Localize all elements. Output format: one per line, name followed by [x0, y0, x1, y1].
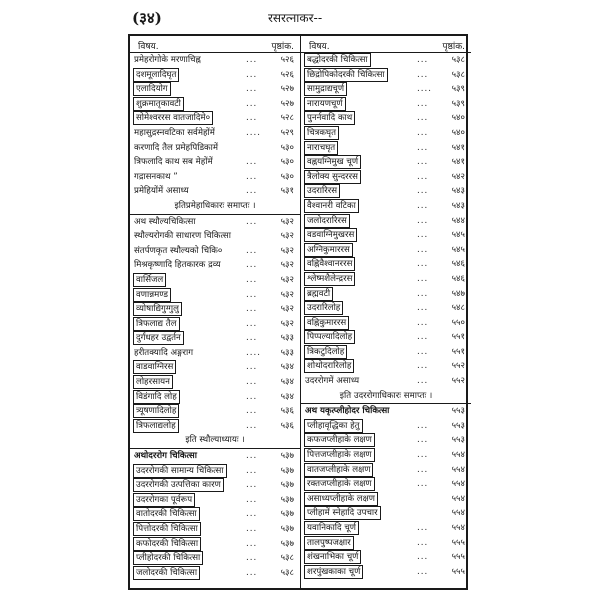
entry-title: नाराचघृत: [307, 142, 336, 153]
entry-title: जलोदरारिरस: [307, 215, 347, 226]
leader-dots: ...: [417, 113, 429, 124]
entry-title: तालपुष्पजक्षार: [307, 537, 351, 548]
index-entry: [301, 287, 471, 302]
leader-dots: ....: [417, 84, 432, 95]
entry-page-number: ५२७: [280, 98, 294, 109]
entry-title: यवानिकादि चूर्ण: [307, 523, 357, 533]
entry-title: प्लीहोदरकी चिकित्सा: [136, 553, 201, 564]
entry-page-number: ५३२: [280, 304, 294, 315]
page-header-label: पृष्ठांक.: [442, 42, 465, 52]
entry-page-number: ५३२: [280, 289, 294, 300]
entry-page-number: ५४६: [451, 273, 465, 284]
index-entry: [130, 346, 300, 361]
entry-title: शरपुंखकाका चूर्ण: [307, 566, 361, 577]
entry-page-number: ५५४: [451, 523, 465, 533]
entry-title: वणान्नमण्ड: [136, 289, 168, 300]
leader-dots: ...: [417, 98, 429, 109]
entry-page-number: ५५३: [451, 435, 465, 446]
entry-page-number: ५२९: [280, 127, 294, 138]
entry-title: सामुद्राद्यचूर्ण: [307, 84, 345, 95]
entry-page-number: ५५५: [451, 566, 465, 577]
entry-page-number: ५३०: [280, 157, 294, 168]
entry-title: बद्धोदरकी चिकित्सा: [307, 55, 368, 65]
entry-page-number: ५४०: [451, 127, 465, 138]
index-entry: [130, 551, 300, 566]
leader-dots: ...: [417, 566, 429, 577]
index-entry: [130, 317, 300, 332]
index-entry: [130, 331, 300, 346]
leader-dots: ....: [246, 127, 261, 138]
entry-page-number: ५३८: [451, 69, 465, 80]
index-entry: [301, 345, 471, 360]
entry-page-number: ५४५: [451, 230, 465, 241]
entry-title: विडंगादि लोह: [136, 391, 177, 402]
index-entry: [130, 390, 300, 405]
index-entry: [301, 199, 471, 214]
entry-page-number: ५५४: [451, 450, 465, 461]
entry-title: त्र्यूषणादिलोह: [136, 406, 177, 417]
leader-dots: ...: [246, 420, 258, 431]
entry-page-number: ५४७: [451, 288, 465, 299]
entry-page-number: ५५३: [451, 406, 465, 417]
entry-page-number: ५३६: [280, 420, 294, 431]
entry-title: पित्तजप्लीहाके लक्षण: [307, 450, 372, 461]
entry-page-number: ५३२: [280, 216, 294, 227]
entry-page-number: ५५०: [451, 317, 465, 328]
left-entries: [130, 53, 300, 580]
index-entry: [130, 493, 300, 508]
entry-page-number: ५३७: [280, 538, 294, 549]
leader-dots: ...: [417, 288, 429, 299]
entry-page-number: ५३७: [280, 509, 294, 520]
entry-title: पिप्पल्यादिलोह: [307, 332, 353, 343]
entry-page-number: ५३६: [280, 406, 294, 417]
entry-title: त्रिफलादि काथ सब मेहोंमें: [134, 157, 213, 168]
leader-dots: ...: [417, 479, 429, 490]
right-entries: [301, 53, 471, 579]
entry-page-number: ५५४: [451, 493, 465, 504]
leader-dots: ...: [417, 376, 429, 387]
index-entry: [130, 360, 300, 375]
index-entry: [130, 244, 300, 259]
entry-title: वाडवाग्निरस: [136, 362, 174, 373]
entry-page-number: ५३०: [280, 171, 294, 182]
entry-title: व्योषाद्यिगुग्गुलु: [136, 304, 179, 315]
left-column-header: [130, 36, 300, 53]
leader-dots: ...: [246, 318, 258, 329]
entry-page-number: ५३९: [451, 98, 465, 109]
entry-title: त्रिकटुदिलोह: [307, 346, 345, 357]
leader-dots: ...: [417, 55, 429, 65]
entry-page-number: ५५४: [451, 464, 465, 475]
index-entry: [301, 463, 471, 478]
entry-title: कफोदरकी चिकित्सा: [136, 538, 199, 549]
leader-dots: ...: [246, 538, 258, 549]
entry-page-number: ५३८: [280, 567, 294, 578]
leader-dots: ...: [246, 157, 258, 168]
page-number: (३४): [132, 9, 162, 27]
subject-header: विषय.: [138, 42, 159, 52]
entry-title: चित्रकघृत: [307, 127, 337, 138]
index-entry: [301, 126, 471, 141]
section-end-note: [130, 199, 300, 214]
entry-title: दुर्गंधहर उद्वर्तन: [136, 333, 181, 344]
entry-title: त्रिफलाद्य तैल: [136, 318, 177, 329]
entry-page-number: ५५१: [451, 346, 465, 357]
leader-dots: ...: [246, 55, 258, 65]
leader-dots: ...: [246, 391, 258, 402]
leader-dots: ...: [246, 274, 258, 285]
index-entry: [301, 506, 471, 521]
entry-title: अथोदररोग चिकित्सा: [134, 451, 197, 462]
entry-title: गद्रासनकाथ ”: [134, 171, 178, 182]
entry-title: शंखनाभिका चूर्ण: [307, 552, 359, 563]
leader-dots: ...: [417, 186, 429, 197]
entry-title: वह्निवैश्वानररस: [307, 259, 353, 270]
leader-dots: ...: [246, 494, 258, 505]
leader-dots: ...: [417, 244, 429, 255]
leader-dots: ...: [246, 333, 258, 344]
leader-dots: ...: [246, 465, 258, 476]
page-header-label: पृष्ठांक.: [271, 42, 294, 52]
index-entry: [301, 301, 471, 316]
leader-dots: ...: [246, 260, 258, 271]
running-title: रसरत्नाकर--: [268, 11, 323, 25]
entry-page-number: ५४३: [451, 186, 465, 197]
entry-page-number: ५४३: [451, 200, 465, 211]
entry-page-number: ५३७: [280, 494, 294, 505]
entry-title: प्रमेहरोगोके मरणाचिह्न: [134, 55, 201, 65]
entry-title: इतिप्रमेहाधिकारः समाप्तः ।: [174, 200, 256, 211]
leader-dots: ...: [246, 509, 258, 520]
entry-page-number: ५३८: [451, 55, 465, 65]
index-entry: [130, 126, 300, 141]
index-entry: [130, 53, 300, 68]
leader-dots: ...: [417, 157, 429, 168]
index-entry: [301, 448, 471, 463]
leader-dots: ...: [417, 464, 429, 475]
entry-title: शुक्रमातृकावटी: [136, 98, 181, 109]
leader-dots: ...: [246, 377, 258, 388]
leader-dots: ...: [417, 142, 429, 153]
leader-dots: ...: [417, 317, 429, 328]
index-entry: [130, 273, 300, 288]
leader-dots: ...: [417, 435, 429, 446]
leader-dots: ...: [246, 553, 258, 564]
index-entry: [301, 141, 471, 156]
entry-title: वार्सिजल: [136, 274, 164, 285]
entry-title: छिद्रोपिकोदरकी चिकित्सा: [307, 69, 385, 80]
leader-dots: ...: [417, 303, 429, 314]
entry-title: वातजप्लीहाके लक्षण: [307, 464, 371, 475]
leader-dots: ...: [246, 524, 258, 534]
index-entry: [301, 243, 471, 258]
index-entry: [301, 272, 471, 287]
index-entry: [130, 214, 300, 230]
index-entry: [130, 478, 300, 493]
index-entry: [301, 82, 471, 97]
entry-title: प्लीहामें स्नेहादि उपचार: [307, 508, 378, 519]
entry-title: उदररोगकी उत्पत्तिका कारण: [136, 480, 221, 491]
entry-title: अथ स्थौल्यचिकित्सा: [134, 216, 196, 227]
index-entry: [130, 68, 300, 83]
index-entry: [301, 53, 471, 68]
entry-title: महासुद्रस्नवटिका सर्वमेहोंमें: [134, 127, 215, 138]
leader-dots: ...: [246, 480, 258, 491]
index-entry: [130, 404, 300, 419]
entry-title: लोहरसायन: [136, 377, 170, 388]
entry-page-number: ५३३: [280, 333, 294, 344]
leader-dots: ...: [246, 567, 258, 578]
entry-page-number: ५३२: [280, 318, 294, 329]
leader-dots: ...: [246, 84, 258, 95]
entry-page-number: ५५५: [451, 537, 465, 548]
index-entry: [301, 257, 471, 272]
leader-dots: ...: [246, 186, 258, 197]
entry-title: दशमूलादिघृत: [136, 69, 177, 80]
index-entry: [130, 141, 300, 156]
leader-dots: ...: [246, 113, 258, 124]
leader-dots: ...: [417, 230, 429, 241]
index-entry: [130, 288, 300, 303]
entry-title: वडवाग्निमुखरस: [307, 230, 355, 241]
leader-dots: ...: [417, 171, 429, 182]
leader-dots: ...: [246, 69, 258, 80]
leader-dots: ...: [417, 537, 429, 548]
entry-page-number: ५४४: [451, 215, 465, 226]
index-entry: [301, 550, 471, 565]
leader-dots: ...: [246, 216, 258, 227]
leader-dots: ...: [417, 332, 429, 343]
entry-title: वैश्वानरी वटिका: [307, 200, 356, 211]
leader-dots: ...: [417, 420, 429, 431]
index-entry: [301, 68, 471, 83]
index-entry: [130, 111, 300, 126]
index-entry: [130, 522, 300, 537]
leader-dots: ...: [246, 362, 258, 373]
index-entry: [301, 492, 471, 507]
entry-page-number: ५४१: [451, 142, 465, 153]
index-entry: [130, 448, 300, 464]
section-end-note: [301, 389, 471, 404]
index-entry: [301, 170, 471, 185]
entry-page-number: ५४६: [451, 259, 465, 270]
entry-title: रक्तजप्लीहाके लक्षण: [307, 479, 372, 490]
entry-page-number: ५२६: [280, 69, 294, 80]
right-column-header: [301, 36, 471, 53]
entry-title: शोथोदरारिलोह: [307, 361, 352, 372]
index-entry: [301, 521, 471, 536]
index-entry: [301, 316, 471, 331]
index-entry: [301, 155, 471, 170]
entry-page-number: ५४५: [451, 244, 465, 255]
index-entry: [301, 359, 471, 374]
entry-title: सोमेश्वररस वातजादिमे०: [136, 113, 211, 124]
entry-title: कफजप्लीहाके लक्षण: [307, 435, 372, 446]
section-end-note: [130, 433, 300, 448]
index-entry: [301, 214, 471, 229]
entry-title: उदररोगमें असाध्य: [305, 376, 360, 387]
entry-title: अथ यकृत्प्लीहोदर चिकित्सा: [305, 406, 390, 417]
entry-page-number: ५३७: [280, 451, 294, 462]
entry-title: इति उदररोगाधिकारः समाप्तः ।: [339, 390, 433, 401]
entry-page-number: ५५४: [451, 508, 465, 519]
index-entry: [130, 464, 300, 479]
entry-title: पित्तोदरकी चिकित्सा: [136, 524, 198, 534]
entry-page-number: ५३८: [280, 553, 294, 564]
entry-title: प्लीहावृद्धिका हेतु: [307, 420, 360, 431]
entry-title: उदररोगकी सामान्य चिकित्सा: [136, 465, 224, 476]
index-entry: [130, 507, 300, 522]
entry-page-number: ५३४: [280, 391, 294, 402]
index-entry: [130, 419, 300, 434]
index-entry: [301, 330, 471, 345]
index-entry: [130, 566, 300, 581]
index-entry: [301, 565, 471, 580]
entry-title: उदरारिलोह: [307, 303, 341, 314]
leader-dots: ...: [417, 200, 429, 211]
leader-dots: ...: [417, 215, 429, 226]
leader-dots: ...: [417, 361, 429, 372]
entry-title: उदररोगका पूर्वरूप: [136, 494, 193, 505]
index-entry: [130, 537, 300, 552]
entry-title: पुनर्नवादि काथ: [307, 113, 353, 124]
entry-page-number: ५३४: [280, 362, 294, 373]
entry-title: असाध्यप्लीहाके लक्षण: [307, 493, 375, 504]
index-entry: [130, 170, 300, 185]
entry-page-number: ५३०: [280, 142, 294, 153]
entry-page-number: ५३२: [280, 245, 294, 256]
index-entry: [130, 97, 300, 112]
entry-page-number: ५५१: [451, 332, 465, 343]
entry-title: जलोदरकी चिकित्सा: [136, 567, 198, 578]
index-entry: [130, 375, 300, 390]
leader-dots: ...: [417, 346, 429, 357]
entry-title: श्लेष्मशैलेन्द्ररस: [307, 273, 353, 284]
entry-title: इति स्थौल्याध्यायः ।: [185, 435, 245, 446]
index-entry: [301, 184, 471, 199]
entry-title: अग्निकुमाररस: [307, 244, 350, 255]
entry-page-number: ५४२: [451, 171, 465, 182]
leader-dots: ...: [417, 259, 429, 270]
entry-title: प्रमेहियोंमें असाध्य: [134, 186, 189, 197]
leader-dots: ...: [417, 552, 429, 563]
subject-header: विषय.: [309, 42, 330, 52]
leader-dots: ...: [246, 304, 258, 315]
leader-dots: ...: [246, 406, 258, 417]
entry-page-number: ५३४: [280, 377, 294, 388]
entry-title: स्थौल्यरोगकी साधारण चिकित्सा: [134, 231, 231, 242]
entry-page-number: ५४०: [451, 113, 465, 124]
leader-dots: ...: [417, 69, 429, 80]
right-column: [301, 36, 471, 588]
index-entry: [301, 419, 471, 434]
entry-title: मिश्रकृष्णादि हितकारक द्रव्य: [134, 260, 221, 271]
entry-page-number: ५३७: [280, 524, 294, 534]
entry-title: संतर्पणकृत स्थौल्यको चिकि०: [134, 245, 223, 256]
entry-title: ब्रह्मवटी: [307, 288, 331, 299]
index-table: [128, 34, 468, 590]
entry-page-number: ५५३: [451, 420, 465, 431]
entry-page-number: ५४८: [451, 303, 465, 314]
entry-page-number: ५२७: [280, 84, 294, 95]
entry-page-number: ५३२: [280, 260, 294, 271]
entry-title: हरीतक्यादि अङ्गराग: [134, 347, 194, 358]
leader-dots: ....: [246, 347, 261, 358]
index-entry: [130, 258, 300, 273]
leader-dots: ...: [417, 273, 429, 284]
index-entry: [301, 97, 471, 112]
entry-title: वह्निकुमाररस: [307, 317, 347, 328]
index-entry: [301, 477, 471, 492]
page-header: [0, 8, 600, 30]
entry-page-number: ५५५: [451, 552, 465, 563]
index-entry: [130, 184, 300, 199]
entry-page-number: ५२८: [280, 113, 294, 124]
left-column: [130, 36, 300, 588]
entry-title: करणादि तैल प्रमेहपिडिकामें: [134, 142, 219, 153]
leader-dots: ...: [246, 451, 258, 462]
leader-dots: ...: [417, 450, 429, 461]
index-entry: [130, 229, 300, 244]
entry-page-number: ५३१: [280, 186, 294, 197]
entry-page-number: ५३७: [280, 465, 294, 476]
entry-title: नारायणचूर्ण: [307, 98, 343, 109]
index-entry: [301, 403, 471, 419]
index-entry: [130, 302, 300, 317]
index-entry: [130, 82, 300, 97]
leader-dots: ...: [246, 289, 258, 300]
entry-page-number: ५३२: [280, 274, 294, 285]
index-entry: [301, 374, 471, 389]
entry-page-number: ५३२: [280, 231, 294, 242]
index-entry: [301, 433, 471, 448]
leader-dots: ...: [417, 127, 429, 138]
index-entry: [301, 228, 471, 243]
leader-dots: ...: [246, 171, 258, 182]
entry-title: वातोदरकी चिकित्सा: [136, 509, 197, 520]
entry-title: वह्नयग्निमुख चूर्ण: [307, 157, 359, 168]
entry-page-number: ५३७: [280, 480, 294, 491]
index-entry: [301, 536, 471, 551]
entry-page-number: ५२६: [280, 55, 294, 65]
entry-page-number: ५५२: [451, 376, 465, 387]
entry-page-number: ५५२: [451, 361, 465, 372]
entry-page-number: ५३३: [280, 347, 294, 358]
entry-title: त्रिफलाद्यलोह: [136, 420, 176, 431]
leader-dots: ...: [246, 245, 258, 256]
entry-title: एलादियोग: [136, 84, 168, 95]
leader-dots: ...: [417, 523, 429, 533]
index-entry: [301, 111, 471, 126]
entry-page-number: ५५४: [451, 479, 465, 490]
index-entry: [130, 155, 300, 170]
leader-dots: ...: [246, 98, 258, 109]
entry-page-number: ५४१: [451, 157, 465, 168]
entry-page-number: ५३९: [451, 84, 465, 95]
entry-title: उदरारिरस: [307, 186, 338, 197]
entry-title: त्रैलोक्य सुन्दररस: [307, 171, 358, 182]
